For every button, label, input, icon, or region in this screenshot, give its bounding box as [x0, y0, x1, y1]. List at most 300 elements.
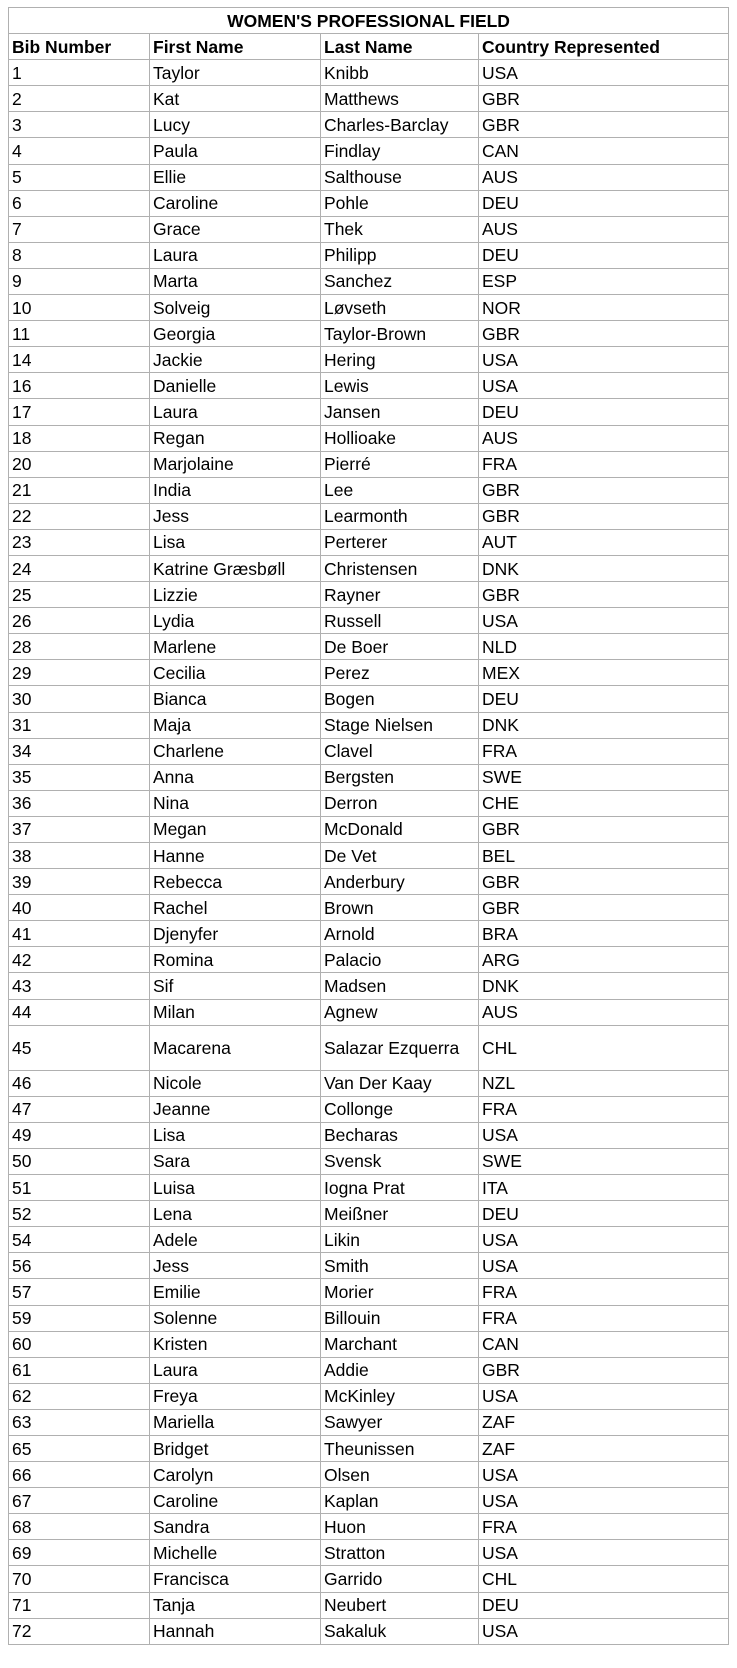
last-name-cell: Stage Nielsen [321, 712, 479, 738]
bib-number-cell: 28 [9, 634, 150, 660]
bib-number-cell: 59 [9, 1305, 150, 1331]
bib-number-cell: 67 [9, 1488, 150, 1514]
country-cell: MEX [479, 660, 729, 686]
first-name-cell: Milan [150, 999, 321, 1025]
last-name-cell: Lewis [321, 373, 479, 399]
bib-number-cell: 34 [9, 738, 150, 764]
last-name-cell: Jansen [321, 399, 479, 425]
first-name-cell: Solveig [150, 295, 321, 321]
last-name-cell: Becharas [321, 1122, 479, 1148]
country-cell: DEU [479, 686, 729, 712]
first-name-cell: Regan [150, 425, 321, 451]
bib-number-cell: 69 [9, 1540, 150, 1566]
table-row [9, 895, 729, 921]
bib-number-cell: 24 [9, 555, 150, 581]
bib-number-cell: 30 [9, 686, 150, 712]
table-row [9, 1331, 729, 1357]
last-name-cell: Pohle [321, 190, 479, 216]
bib-number-cell: 20 [9, 451, 150, 477]
bib-number-cell: 37 [9, 816, 150, 842]
bib-number-cell: 63 [9, 1409, 150, 1435]
first-name-cell: Djenyfer [150, 921, 321, 947]
table-row [9, 1279, 729, 1305]
table-row [9, 1227, 729, 1253]
country-cell: FRA [479, 451, 729, 477]
first-name-cell: Luisa [150, 1175, 321, 1201]
country-cell: USA [479, 1383, 729, 1409]
first-name-cell: Hannah [150, 1618, 321, 1644]
country-cell: GBR [479, 86, 729, 112]
country-cell: USA [479, 60, 729, 86]
last-name-cell: Lee [321, 477, 479, 503]
country-cell: DEU [479, 399, 729, 425]
country-cell: FRA [479, 1096, 729, 1122]
bib-number-cell: 3 [9, 112, 150, 138]
first-name-cell: Sara [150, 1148, 321, 1174]
table-body [9, 60, 729, 1645]
bib-number-cell: 51 [9, 1175, 150, 1201]
country-cell: GBR [479, 895, 729, 921]
last-name-cell: Iogna Prat [321, 1175, 479, 1201]
last-name-cell: Sakaluk [321, 1618, 479, 1644]
first-name-cell: Sandra [150, 1514, 321, 1540]
bib-number-cell: 70 [9, 1566, 150, 1592]
last-name-cell: McDonald [321, 816, 479, 842]
last-name-cell: Charles-Barclay [321, 112, 479, 138]
first-name-cell: Nina [150, 790, 321, 816]
bib-number-cell: 36 [9, 790, 150, 816]
last-name-cell: Løvseth [321, 295, 479, 321]
bib-number-cell: 16 [9, 373, 150, 399]
table-row [9, 295, 729, 321]
header-last-name: Last Name [321, 34, 479, 60]
bib-number-cell: 26 [9, 608, 150, 634]
last-name-cell: Addie [321, 1357, 479, 1383]
first-name-cell: Carolyn [150, 1462, 321, 1488]
country-cell: USA [479, 1488, 729, 1514]
first-name-cell: Bianca [150, 686, 321, 712]
first-name-cell: Anna [150, 764, 321, 790]
table-row [9, 138, 729, 164]
bib-number-cell: 38 [9, 843, 150, 869]
first-name-cell: Katrine Græsbøll [150, 555, 321, 581]
first-name-cell: Marlene [150, 634, 321, 660]
bib-number-cell: 61 [9, 1357, 150, 1383]
table-row [9, 1148, 729, 1174]
country-cell: USA [479, 347, 729, 373]
last-name-cell: Svensk [321, 1148, 479, 1174]
bib-number-cell: 45 [9, 1025, 150, 1070]
first-name-cell: Lydia [150, 608, 321, 634]
country-cell: CAN [479, 1331, 729, 1357]
last-name-cell: Perez [321, 660, 479, 686]
last-name-cell: Clavel [321, 738, 479, 764]
first-name-cell: Paula [150, 138, 321, 164]
table-row [9, 321, 729, 347]
first-name-cell: Nicole [150, 1070, 321, 1096]
first-name-cell: India [150, 477, 321, 503]
bib-number-cell: 42 [9, 947, 150, 973]
country-cell: FRA [479, 1305, 729, 1331]
country-cell: CAN [479, 138, 729, 164]
table-row [9, 1383, 729, 1409]
last-name-cell: Sanchez [321, 268, 479, 294]
last-name-cell: Matthews [321, 86, 479, 112]
country-cell: NOR [479, 295, 729, 321]
first-name-cell: Michelle [150, 1540, 321, 1566]
bib-number-cell: 56 [9, 1253, 150, 1279]
bib-number-cell: 6 [9, 190, 150, 216]
country-cell: AUS [479, 425, 729, 451]
country-cell: USA [479, 1618, 729, 1644]
first-name-cell: Ellie [150, 164, 321, 190]
country-cell: GBR [479, 112, 729, 138]
last-name-cell: Smith [321, 1253, 479, 1279]
table-row [9, 634, 729, 660]
first-name-cell: Charlene [150, 738, 321, 764]
country-cell: DEU [479, 1592, 729, 1618]
last-name-cell: Brown [321, 895, 479, 921]
last-name-cell: Marchant [321, 1331, 479, 1357]
country-cell: DNK [479, 712, 729, 738]
first-name-cell: Taylor [150, 60, 321, 86]
first-name-cell: Grace [150, 216, 321, 242]
header-row [9, 34, 729, 60]
table-row [9, 373, 729, 399]
bib-number-cell: 18 [9, 425, 150, 451]
country-cell: GBR [479, 1357, 729, 1383]
country-cell: ZAF [479, 1409, 729, 1435]
country-cell: DNK [479, 973, 729, 999]
last-name-cell: McKinley [321, 1383, 479, 1409]
first-name-cell: Lena [150, 1201, 321, 1227]
bib-number-cell: 4 [9, 138, 150, 164]
table-row [9, 973, 729, 999]
table-row [9, 738, 729, 764]
first-name-cell: Laura [150, 1357, 321, 1383]
table-row [9, 60, 729, 86]
table-row [9, 999, 729, 1025]
last-name-cell: Christensen [321, 555, 479, 581]
country-cell: USA [479, 1227, 729, 1253]
country-cell: FRA [479, 738, 729, 764]
table-row [9, 1435, 729, 1461]
bib-number-cell: 46 [9, 1070, 150, 1096]
professional-field-table [8, 7, 729, 1645]
table-row [9, 477, 729, 503]
country-cell: DEU [479, 1201, 729, 1227]
last-name-cell: Billouin [321, 1305, 479, 1331]
first-name-cell: Lizzie [150, 582, 321, 608]
table-row [9, 451, 729, 477]
table-row [9, 947, 729, 973]
last-name-cell: Knibb [321, 60, 479, 86]
last-name-cell: Thek [321, 216, 479, 242]
last-name-cell: Neubert [321, 1592, 479, 1618]
table-row [9, 1462, 729, 1488]
first-name-cell: Jess [150, 503, 321, 529]
last-name-cell: Findlay [321, 138, 479, 164]
country-cell: CHL [479, 1025, 729, 1070]
table-row [9, 190, 729, 216]
country-cell: SWE [479, 764, 729, 790]
bib-number-cell: 14 [9, 347, 150, 373]
country-cell: GBR [479, 816, 729, 842]
table-row [9, 764, 729, 790]
first-name-cell: Laura [150, 242, 321, 268]
last-name-cell: Agnew [321, 999, 479, 1025]
last-name-cell: Russell [321, 608, 479, 634]
table-row [9, 1253, 729, 1279]
bib-number-cell: 65 [9, 1435, 150, 1461]
bib-number-cell: 1 [9, 60, 150, 86]
table-row [9, 1540, 729, 1566]
country-cell: GBR [479, 582, 729, 608]
last-name-cell: Salthouse [321, 164, 479, 190]
first-name-cell: Freya [150, 1383, 321, 1409]
table-row [9, 86, 729, 112]
country-cell: GBR [479, 503, 729, 529]
first-name-cell: Danielle [150, 373, 321, 399]
last-name-cell: Collonge [321, 1096, 479, 1122]
table-row [9, 1357, 729, 1383]
country-cell: USA [479, 1540, 729, 1566]
table-row [9, 790, 729, 816]
last-name-cell: Meißner [321, 1201, 479, 1227]
country-cell: BEL [479, 843, 729, 869]
table-row [9, 1618, 729, 1644]
bib-number-cell: 68 [9, 1514, 150, 1540]
bib-number-cell: 35 [9, 764, 150, 790]
table-row [9, 712, 729, 738]
header-first-name: First Name [150, 34, 321, 60]
first-name-cell: Bridget [150, 1435, 321, 1461]
last-name-cell: Garrido [321, 1566, 479, 1592]
table-row [9, 1514, 729, 1540]
bib-number-cell: 31 [9, 712, 150, 738]
first-name-cell: Rachel [150, 895, 321, 921]
bib-number-cell: 29 [9, 660, 150, 686]
bib-number-cell: 66 [9, 1462, 150, 1488]
first-name-cell: Tanja [150, 1592, 321, 1618]
country-cell: CHE [479, 790, 729, 816]
table-row [9, 1096, 729, 1122]
country-cell: NZL [479, 1070, 729, 1096]
country-cell: AUS [479, 164, 729, 190]
last-name-cell: Olsen [321, 1462, 479, 1488]
last-name-cell: Perterer [321, 529, 479, 555]
table-row [9, 242, 729, 268]
last-name-cell: Philipp [321, 242, 479, 268]
country-cell: DNK [479, 555, 729, 581]
bib-number-cell: 2 [9, 86, 150, 112]
table-row [9, 1305, 729, 1331]
country-cell: NLD [479, 634, 729, 660]
last-name-cell: Arnold [321, 921, 479, 947]
bib-number-cell: 9 [9, 268, 150, 294]
bib-number-cell: 11 [9, 321, 150, 347]
first-name-cell: Caroline [150, 190, 321, 216]
country-cell: ITA [479, 1175, 729, 1201]
country-cell: USA [479, 1122, 729, 1148]
country-cell: USA [479, 1462, 729, 1488]
bib-number-cell: 52 [9, 1201, 150, 1227]
country-cell: USA [479, 1253, 729, 1279]
country-cell: BRA [479, 921, 729, 947]
country-cell: GBR [479, 477, 729, 503]
table-row [9, 425, 729, 451]
first-name-cell: Solenne [150, 1305, 321, 1331]
first-name-cell: Romina [150, 947, 321, 973]
table-row [9, 1175, 729, 1201]
table-row [9, 1201, 729, 1227]
table-row [9, 1070, 729, 1096]
country-cell: FRA [479, 1514, 729, 1540]
country-cell: AUS [479, 216, 729, 242]
table-row [9, 164, 729, 190]
first-name-cell: Lucy [150, 112, 321, 138]
last-name-cell: Palacio [321, 947, 479, 973]
last-name-cell: Van Der Kaay [321, 1070, 479, 1096]
table-row [9, 1025, 729, 1070]
bib-number-cell: 5 [9, 164, 150, 190]
table-row [9, 347, 729, 373]
bib-number-cell: 43 [9, 973, 150, 999]
last-name-cell: Learmonth [321, 503, 479, 529]
table-row [9, 660, 729, 686]
country-cell: AUT [479, 529, 729, 555]
last-name-cell: Kaplan [321, 1488, 479, 1514]
table-row [9, 529, 729, 555]
table-title: WOMEN'S PROFESSIONAL FIELD [9, 8, 729, 34]
first-name-cell: Cecilia [150, 660, 321, 686]
first-name-cell: Jess [150, 1253, 321, 1279]
last-name-cell: Theunissen [321, 1435, 479, 1461]
country-cell: SWE [479, 1148, 729, 1174]
first-name-cell: Lisa [150, 529, 321, 555]
country-cell: GBR [479, 321, 729, 347]
first-name-cell: Caroline [150, 1488, 321, 1514]
first-name-cell: Kat [150, 86, 321, 112]
first-name-cell: Francisca [150, 1566, 321, 1592]
first-name-cell: Adele [150, 1227, 321, 1253]
table-row [9, 112, 729, 138]
bib-number-cell: 8 [9, 242, 150, 268]
last-name-cell: Bogen [321, 686, 479, 712]
last-name-cell: Huon [321, 1514, 479, 1540]
first-name-cell: Hanne [150, 843, 321, 869]
country-cell: ESP [479, 268, 729, 294]
table-row [9, 582, 729, 608]
bib-number-cell: 71 [9, 1592, 150, 1618]
bib-number-cell: 49 [9, 1122, 150, 1148]
last-name-cell: Rayner [321, 582, 479, 608]
first-name-cell: Lisa [150, 1122, 321, 1148]
country-cell: USA [479, 373, 729, 399]
first-name-cell: Mariella [150, 1409, 321, 1435]
last-name-cell: Salazar Ezquerra [321, 1025, 479, 1070]
last-name-cell: Taylor-Brown [321, 321, 479, 347]
first-name-cell: Macarena [150, 1025, 321, 1070]
table-row [9, 399, 729, 425]
last-name-cell: Stratton [321, 1540, 479, 1566]
bib-number-cell: 47 [9, 1096, 150, 1122]
last-name-cell: Likin [321, 1227, 479, 1253]
country-cell: DEU [479, 242, 729, 268]
country-cell: ARG [479, 947, 729, 973]
first-name-cell: Rebecca [150, 869, 321, 895]
table-row [9, 1566, 729, 1592]
bib-number-cell: 40 [9, 895, 150, 921]
bib-number-cell: 72 [9, 1618, 150, 1644]
first-name-cell: Marjolaine [150, 451, 321, 477]
table-row [9, 555, 729, 581]
last-name-cell: De Vet [321, 843, 479, 869]
last-name-cell: Hollioake [321, 425, 479, 451]
bib-number-cell: 10 [9, 295, 150, 321]
last-name-cell: Morier [321, 1279, 479, 1305]
country-cell: FRA [479, 1279, 729, 1305]
header-country: Country Represented [479, 34, 729, 60]
bib-number-cell: 39 [9, 869, 150, 895]
last-name-cell: Bergsten [321, 764, 479, 790]
last-name-cell: Sawyer [321, 1409, 479, 1435]
bib-number-cell: 25 [9, 582, 150, 608]
country-cell: CHL [479, 1566, 729, 1592]
last-name-cell: Anderbury [321, 869, 479, 895]
first-name-cell: Laura [150, 399, 321, 425]
bib-number-cell: 23 [9, 529, 150, 555]
first-name-cell: Jeanne [150, 1096, 321, 1122]
country-cell: AUS [479, 999, 729, 1025]
bib-number-cell: 17 [9, 399, 150, 425]
bib-number-cell: 57 [9, 1279, 150, 1305]
country-cell: DEU [479, 190, 729, 216]
table-row [9, 1592, 729, 1618]
table-row [9, 1122, 729, 1148]
table-row [9, 1488, 729, 1514]
table-row [9, 921, 729, 947]
bib-number-cell: 41 [9, 921, 150, 947]
first-name-cell: Georgia [150, 321, 321, 347]
title-row [9, 8, 729, 34]
country-cell: GBR [479, 869, 729, 895]
table-row [9, 816, 729, 842]
country-cell: USA [479, 608, 729, 634]
first-name-cell: Sif [150, 973, 321, 999]
table-row [9, 1409, 729, 1435]
first-name-cell: Jackie [150, 347, 321, 373]
last-name-cell: Madsen [321, 973, 479, 999]
last-name-cell: Pierré [321, 451, 479, 477]
header-bib-number: Bib Number [9, 34, 150, 60]
first-name-cell: Kristen [150, 1331, 321, 1357]
last-name-cell: Hering [321, 347, 479, 373]
table-row [9, 503, 729, 529]
bib-number-cell: 7 [9, 216, 150, 242]
table-row [9, 216, 729, 242]
table-row [9, 869, 729, 895]
bib-number-cell: 62 [9, 1383, 150, 1409]
table-row [9, 686, 729, 712]
table-row [9, 843, 729, 869]
last-name-cell: De Boer [321, 634, 479, 660]
bib-number-cell: 22 [9, 503, 150, 529]
country-cell: ZAF [479, 1435, 729, 1461]
first-name-cell: Marta [150, 268, 321, 294]
table-row [9, 268, 729, 294]
first-name-cell: Emilie [150, 1279, 321, 1305]
